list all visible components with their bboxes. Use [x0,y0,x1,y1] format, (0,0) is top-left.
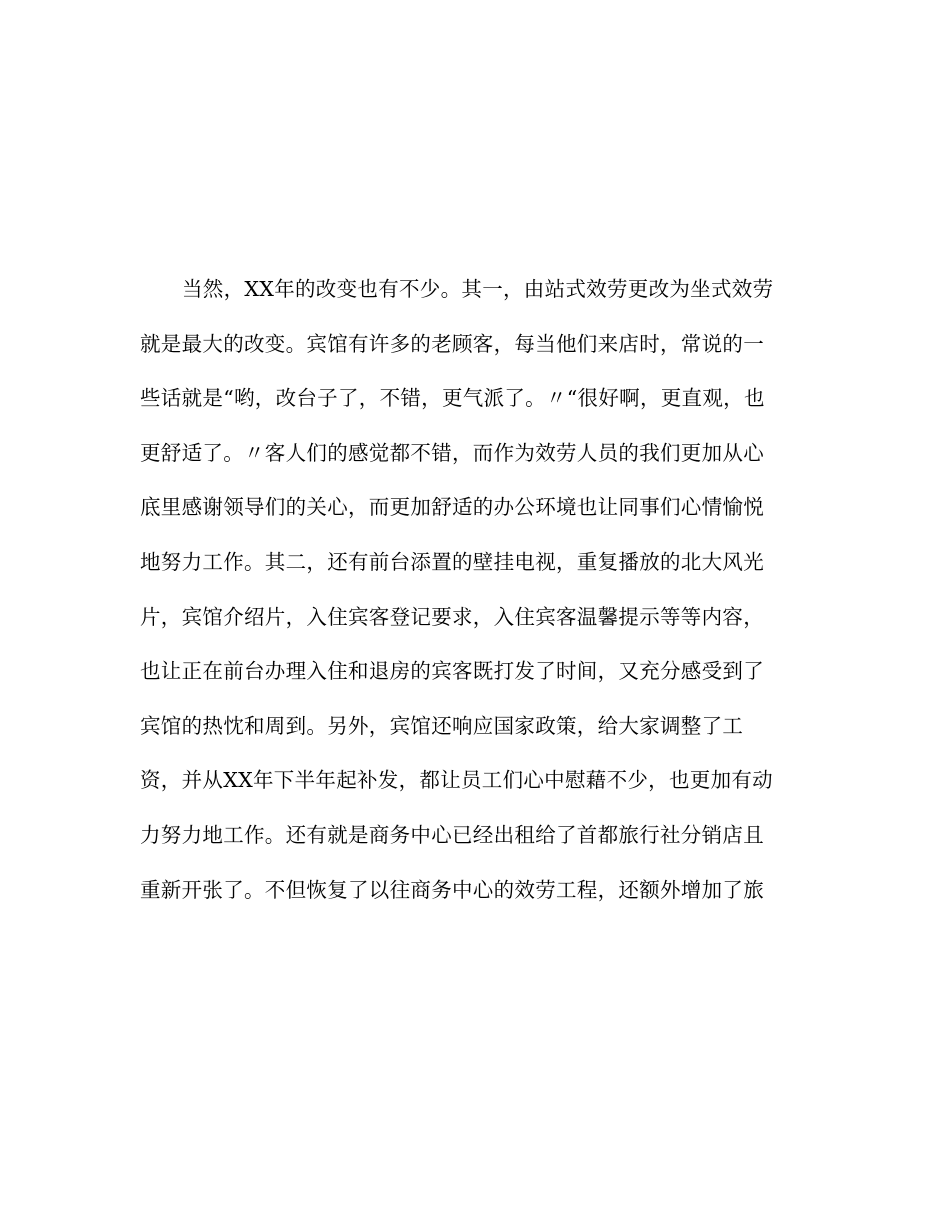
text-line-11: 力努力地工作。还有就是商务中心已经出租给了首都旅行社分销店且 [140,822,764,847]
paragraph [140,265,820,920]
text-line-7: 片，宾馆介绍片，入住宾客登记要求，入住宾客温馨提示等等内容， [140,604,764,629]
text-line-8: 也让正在前台办理入住和退房的宾客既打发了时间，又充分感受到了 [140,659,764,684]
text-line-6: 地努力工作。其二，还有前台添置的壁挂电视，重复播放的北大风光 [140,549,764,574]
text-line-3: 些话就是“哟，改台子了，不错，更气派了。〃“很好啊，更直观，也 [140,386,765,411]
text-line-12: 重新开张了。不但恢复了以往商务中心的效劳工程，还额外增加了旅 [140,877,764,902]
text-line-9: 宾馆的热忱和周到。另外，宾馆还响应国家政策，给大家调整了工 [140,713,744,738]
text-line-4: 更舒适了。〃客人们的感觉都不错，而作为效劳人员的我们更加从心 [140,440,764,465]
text-line-10: 资，并从XX年下半年起补发，都让员工们心中慰藉不少，也更加有动 [140,768,773,793]
text-line-1: 当然，XX年的改变也有不少。其一，由站式效劳更改为坐式效劳 [182,277,774,301]
text-line-5: 底里感谢领导们的关心，而更加舒适的办公环境也让同事们心情愉悦 [140,495,764,520]
text-line-2: 就是最大的改变。宾馆有许多的老顾客，每当他们来店时，常说的一 [140,331,764,356]
